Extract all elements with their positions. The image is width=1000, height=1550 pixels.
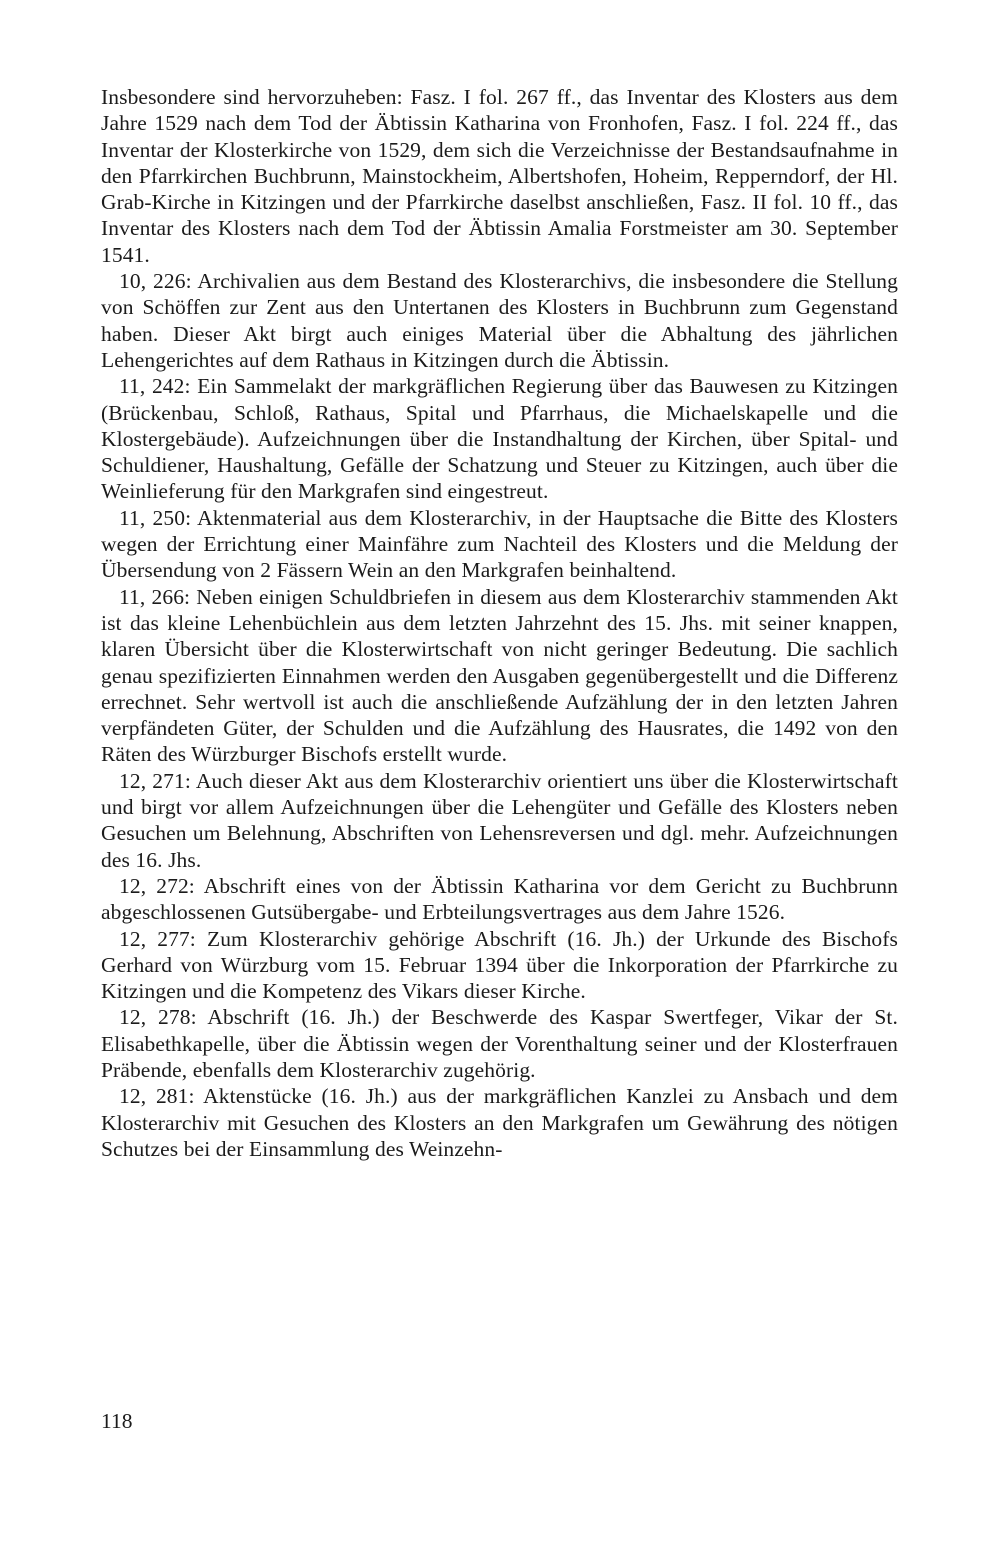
- entry-ref: 11, 242:: [119, 374, 191, 399]
- paragraph-entry: [101, 768, 898, 873]
- entry-text: Abschrift (16. Jh.) der Beschwerde des Kaspar Swertfeger, Vikar der St. Elisabethkapelle, über die Äbtissin wegen der Vorenthaltung seiner und der Klosterfrauen Präbende, ebenfalls dem Klosterarchiv zugehörig.: [101, 1005, 898, 1082]
- entry-ref: 12, 271:: [119, 768, 191, 793]
- entry-ref: 12, 272:: [119, 873, 195, 898]
- paragraph-entry: [101, 1004, 898, 1083]
- paragraph-entry: [101, 505, 898, 584]
- entry-ref: 10, 226:: [119, 269, 192, 294]
- paragraph-entry: [101, 1083, 898, 1162]
- entry-text: Auch dieser Akt aus dem Klosterarchiv orientiert uns über die Klosterwirtschaft und birgt vor allem Aufzeichnungen über die Lehengüter und Gefälle des Klosters neben Gesuchen um Belehnung, Abschriften von Lehensreversen und dgl. mehr. Aufzeichnungen des 16. Jhs.: [101, 768, 898, 872]
- entry-text: Archivalien aus dem Bestand des Klosterarchivs, die insbesondere die Stellung von Schöffen zur Zent aus den Untertanen des Klosters in Buchbrunn zum Gegenstand haben. Dieser Akt birgt auch einiges Material über die Abhaltung des jährlichen Lehengerichtes auf dem Rathaus in Kitzingen durch die Äbtissin.: [101, 269, 899, 372]
- entry-text: Neben einigen Schuldbriefen in diesem aus dem Klosterarchiv stammenden Akt ist das kleine Lehenbüchlein aus dem letzten Jahrzehnt des 15. Jhs. mit seiner knappen, klaren Übersicht über die Klosterwirtschaft von nicht geringer Bedeutung. Die sachlich genau spezifizierten Einnahmen werden den Ausgaben gegenübergestellt und die Differenz errechnet. Sehr wertvoll ist auch die anschließende Aufzählung der in den letzten Jahren verpfändeten Güter, der Schulden und die Aufzählung des Hausrates, die 1492 von den Räten des Würzburger Bischofs erstellt wurde.: [101, 584, 898, 767]
- paragraph-intro: [101, 84, 898, 268]
- paragraph-entry: [101, 584, 898, 768]
- paragraph-text: Insbesondere sind hervorzuheben: Fasz. I fol. 267 ff., das Inventar des Klosters aus dem Jahre 1529 nach dem Tod der Äbtissin Katharina von Fronhofen, Fasz. I fol. 224 ff., das Inventar der Klosterkirche von 1529, dem sich die Verzeichnisse der Bestandsaufnahme in den Pfarrkirchen Buchbrunn, Mainstockheim, Albertshofen, Hoheim, Repperndorf, der Hl. Grab-Kirche in Kitzingen und der Pfarrkirche daselbst anschließen, Fasz. II fol. 10 ff., das Inventar des Klosters nach dem Tod der Äbtissin Amalia Forstmeister am 30. September 1541.: [101, 85, 898, 267]
- entry-text: Aktenmaterial aus dem Klosterarchiv, in der Hauptsache die Bitte des Klosters wegen der Errichtung einer Mainfähre zum Nachteil des Klosters und die Meldung der Übersendung von 2 Fässern Wein an den Markgrafen beinhaltend.: [101, 505, 898, 583]
- paragraph-entry: [101, 373, 898, 504]
- entry-text: Zum Klosterarchiv gehörige Abschrift (16. Jh.) der Urkunde des Bischofs Gerhard von Würzburg vom 15. Februar 1394 über die Inkorporation der Pfarrkirche zu Kitzingen und die Kompetenz des Vikars dieser Kirche.: [101, 926, 898, 1004]
- entry-text: Aktenstücke (16. Jh.) aus der markgräflichen Kanzlei zu Ansbach und dem Klosterarchiv mit Gesuchen des Klosters an den Markgrafen um Gewährung des nötigen Schutzes bei der Einsammlung des Weinzehn-: [101, 1084, 899, 1161]
- entry-ref: 12, 278:: [119, 1005, 197, 1030]
- entry-text: Abschrift eines von der Äbtissin Katharina vor dem Gericht zu Buchbrunn abgeschlossenen Gutsübergabe- und Erbteilungsvertrages aus dem Jahre 1526.: [101, 873, 899, 925]
- entry-ref: 12, 281:: [119, 1084, 195, 1109]
- page-number: 118: [101, 1409, 133, 1433]
- paragraph-entry: [101, 926, 898, 1005]
- entry-ref: 12, 277:: [119, 926, 196, 951]
- entry-text: Ein Sammelakt der markgräflichen Regierung über das Bauwesen zu Kitzingen (Brückenbau, Schloß, Rathaus, Spital und Pfarrhaus, die Michaelskapelle und die Klostergebäude). Aufzeichnungen über die Instandhaltung der Kirchen, über Spital- und Schuldiener, Haushaltung, Gefälle der Schatzung und Steuer zu Kitzingen, auch über die Weinlieferung für den Markgrafen sind eingestreut.: [101, 374, 899, 504]
- entry-ref: 11, 266:: [119, 584, 191, 609]
- paragraph-entry: [101, 268, 898, 373]
- entry-ref: 11, 250:: [119, 505, 192, 530]
- page-body: [101, 84, 898, 1162]
- paragraph-entry: [101, 873, 898, 926]
